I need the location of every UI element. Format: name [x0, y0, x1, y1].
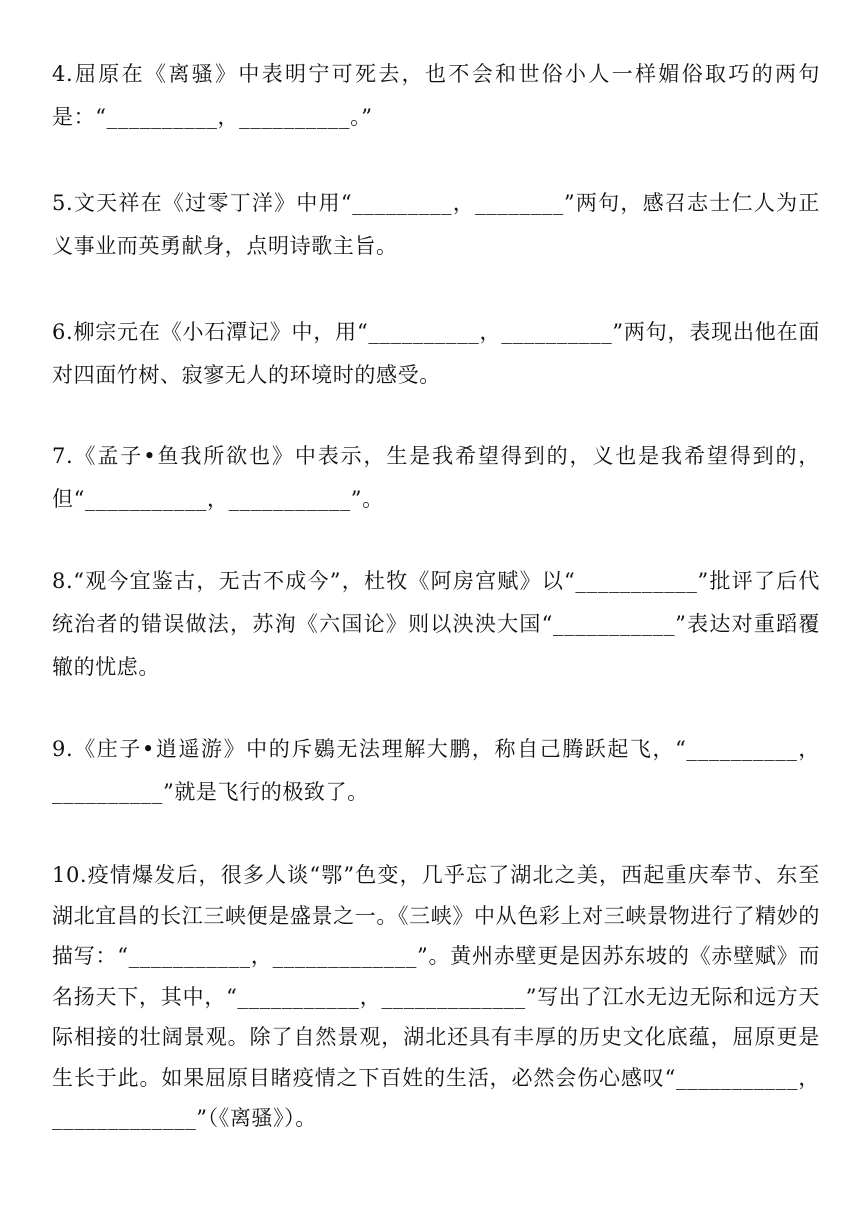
question-9: 9.《庄子•逍遥游》中的斥鷃无法理解大鹏，称自己腾跃起飞，“__________，__________”就是飞行的极致了。	[52, 737, 820, 804]
question-10: 10.疫情爆发后，很多人谈“鄂”色变，几乎忘了湖北之美，西起重庆奉节、东至湖北宜昌的长江三峡便是盛景之一。《三峡》中从色彩上对三峡景物进行了精妙的描写：“___________，_____________”。黄州赤壁更是因苏东坡的《赤壁赋》而名扬天下，其中，“___________，_____________”写出了江水无边无际和远方天际相接的壮阔景观。除了自然景观，湖北还具有丰厚的历史文化底蕴，屈原更是生长于此。如果屈原目睹疫情之下百姓的生活，必然会伤心感叹“___________，_____________”（《离骚》）。	[52, 863, 820, 1130]
question-6: 6.柳宗元在《小石潭记》中，用“__________，__________”两句，表现出他在面对四面竹树、寂寥无人的环境时的感受。	[52, 320, 820, 387]
question-7: 7.《孟子•鱼我所欲也》中表示，生是我希望得到的，义也是我希望得到的，但“___________，___________”。	[52, 444, 820, 511]
question-5: 5.文天祥在《过零丁洋》中用“_________，________”两句，感召志士仁人为正义事业而英勇献身，点明诗歌主旨。	[52, 191, 820, 258]
question-4: 4.屈原在《离骚》中表明宁可死去，也不会和世俗小人一样媚俗取巧的两句是：“__________，__________。”	[52, 62, 820, 129]
question-8: 8.“观今宜鉴古，无古不成今”，杜牧《阿房宫赋》以“___________”批评了后代统治者的错误做法，苏洵《六国论》则以泱泱大国“___________”表达对重蹈覆辙的忧虑。	[52, 569, 820, 679]
